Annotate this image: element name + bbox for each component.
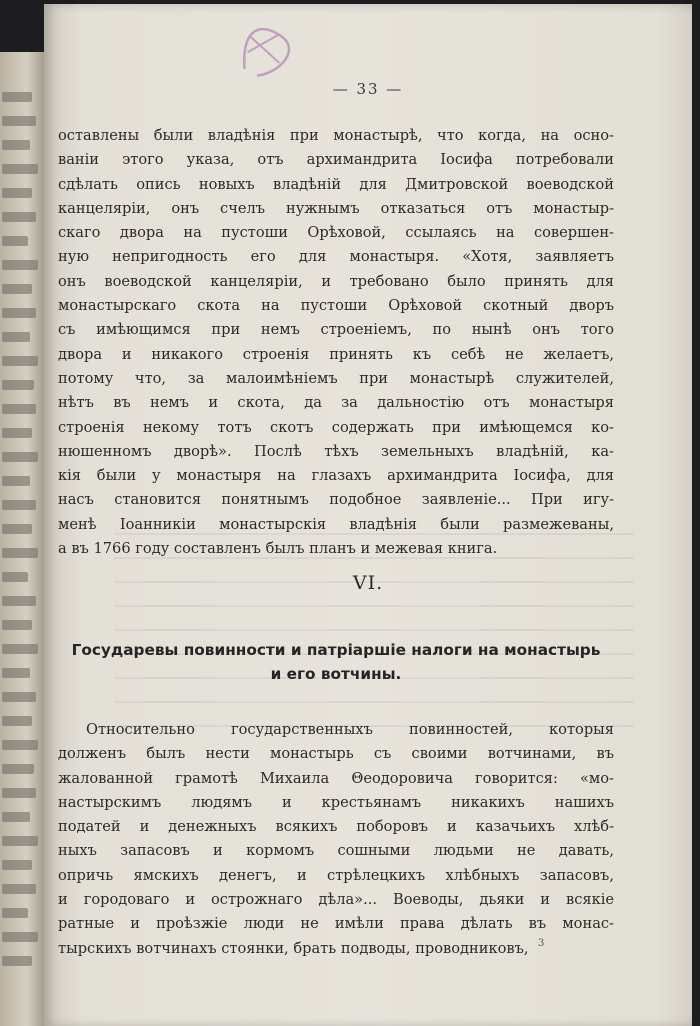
text-line: Относительно государственныхъ повинностей, которыя <box>86 721 614 738</box>
section-number: VI. <box>352 572 384 594</box>
text-line: менѣ Іоанникіи монастырскія владѣнія были размежеваны, <box>58 515 614 533</box>
text-line: сдѣлать опись новыхъ владѣній для Дмитровской воеводской <box>58 175 614 193</box>
text-line: монастырскаго скота на пустоши Орѣховой скотный дворъ <box>58 297 614 315</box>
text-line: оставлены были владѣнія при монастырѣ, что когда, на осно- <box>58 127 614 144</box>
text-line: строенія некому тотъ скотъ содержать при имѣющемся ко- <box>58 418 614 436</box>
text-line: настырскимъ людямъ и крестьянамъ никакихъ нашихъ <box>58 793 614 811</box>
text-line: онъ воеводской канцеляріи, и требовано было принять для <box>58 272 614 290</box>
text-line: нюшенномъ дворѣ». Послѣ тѣхъ земельныхъ владѣній, ка- <box>58 442 614 460</box>
text-line: Государевы повинности и патріаршіе налоги на монастырь <box>71 641 601 659</box>
text-line: съ имѣющимся при немъ строеніемъ, по нынѣ онъ того <box>58 321 614 339</box>
page-number: — 33 — <box>332 80 404 98</box>
paragraph-continuation <box>58 124 614 561</box>
text-line: канцеляріи, онъ счелъ нужнымъ отказаться отъ монастыр- <box>58 199 614 217</box>
text-line: долженъ былъ нести монастырь съ своими вотчинами, въ <box>58 745 614 763</box>
book-page <box>44 4 692 1026</box>
text-line: насъ становится понятнымъ подобное заявленіе... При игу- <box>58 491 614 509</box>
text-line: ваніи этого указа, отъ архимандрита Іосифа потребовали <box>58 151 614 169</box>
text-line: опричь ямскихъ денегъ, и стрѣлецкихъ хлѣбныхъ запасовъ, <box>58 866 614 884</box>
text-line: податей и денежныхъ всякихъ поборовъ и казачьихъ хлѣб- <box>58 818 614 836</box>
text-line: и городоваго и острожнаго дѣла»... Воеводы, дьяки и всякіе <box>58 891 614 909</box>
text-line: ратные и проѣзжіе люди не имѣли права дѣлать въ монас- <box>58 915 614 933</box>
paragraph-state-duties <box>58 718 614 961</box>
adjacent-page-edge <box>0 52 44 1026</box>
signature-mark: 3 <box>538 938 545 949</box>
text-line: а въ 1766 году составленъ былъ планъ и межевая книга. <box>58 540 498 558</box>
text-line: кія были у монастыря на глазахъ архимандрита Іосифа, для <box>58 467 614 485</box>
text-line: скаго двора на пустоши Орѣховой, ссылаясь на совершен- <box>58 224 614 242</box>
text-line: ныхъ запасовъ и кормомъ сошными людьми не давать, <box>58 842 614 860</box>
text-line: двора и никакого строенія принять къ себѣ не желаетъ, <box>58 345 614 363</box>
section-heading <box>58 638 614 686</box>
text-line: тырскихъ вотчинахъ стоянки, брать подводы, проводниковъ, <box>58 939 529 957</box>
text-line: нѣтъ въ немъ и скота, да за дальностію отъ монастыря <box>58 394 614 412</box>
text-line: жалованной грамотѣ Михаила Θеодоровича говорится: «мо- <box>58 769 614 787</box>
text-line: ную непригодность его для монастыря. «Хотя, заявляетъ <box>58 248 614 266</box>
text-line: потому что, за малоимѣніемъ при монастырѣ служителей, <box>58 369 614 387</box>
text-line: и его вотчины. <box>270 665 402 683</box>
